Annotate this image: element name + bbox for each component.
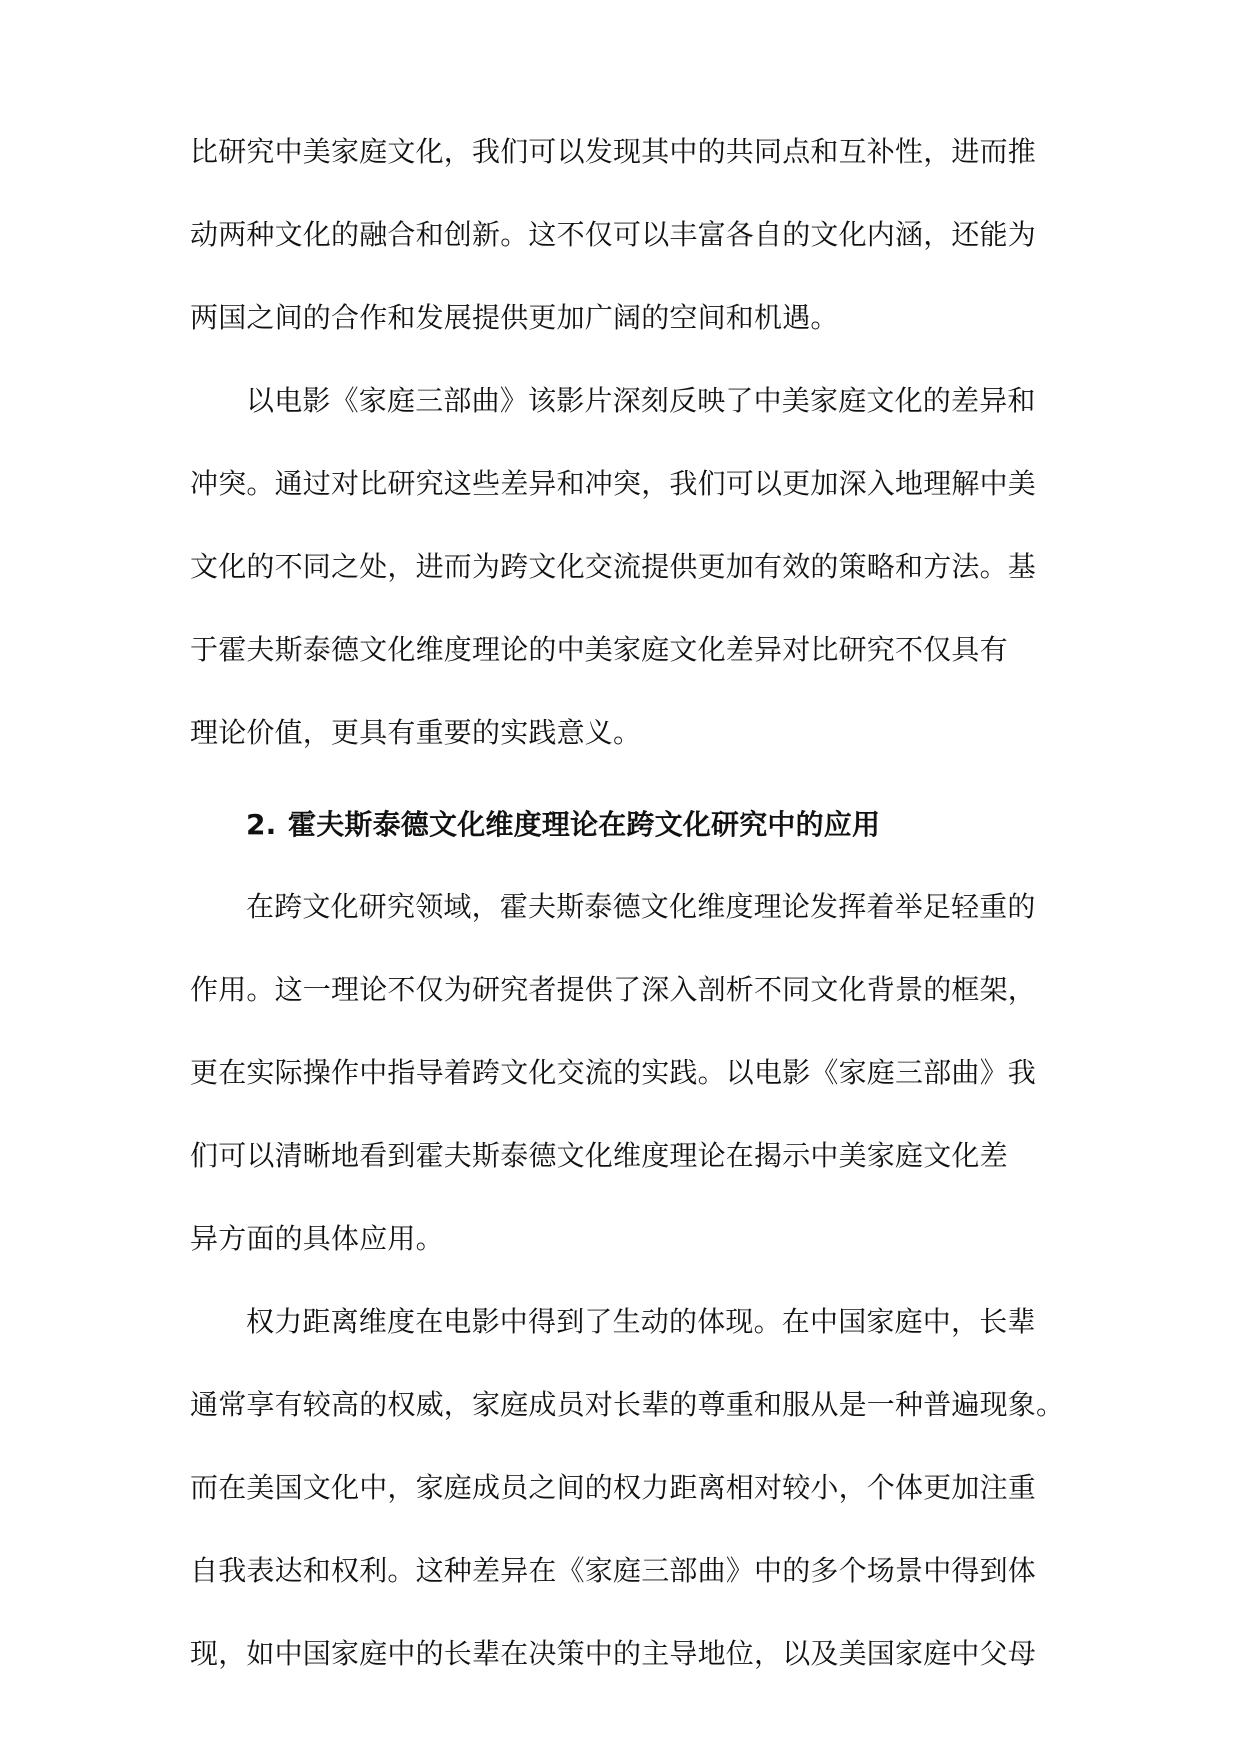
paragraph-4-line-4: 自我表达和权利。这种差异在《家庭三部曲》中的多个场景中得到体 [190, 1554, 1037, 1587]
paragraph-2-line-3: 文化的不同之处，进而为跨文化交流提供更加有效的策略和方法。基 [190, 550, 1037, 583]
section-heading [246, 805, 880, 845]
paragraph-2-line-2: 冲突。通过对比研究这些差异和冲突，我们可以更加深入地理解中美 [190, 467, 1037, 500]
paragraph-4-line-2: 通常享有较高的权威，家庭成员对长辈的尊重和服从是一种普遍现象。 [190, 1388, 1065, 1421]
paragraph-3-line-3: 更在实际操作中指导着跨文化交流的实践。以电影《家庭三部曲》我 [190, 1056, 1037, 1089]
paragraph-3-line-4: 们可以清晰地看到霍夫斯泰德文化维度理论在揭示中美家庭文化差 [190, 1139, 1008, 1172]
section-number: 2. [246, 808, 277, 841]
paragraph-2-line-4: 于霍夫斯泰德文化维度理论的中美家庭文化差异对比研究不仅具有 [190, 633, 1008, 666]
paragraph-4-line-5: 现，如中国家庭中的长辈在决策中的主导地位，以及美国家庭中父母 [190, 1637, 1037, 1670]
section-title: 霍夫斯泰德文化维度理论在跨文化研究中的应用 [288, 808, 881, 841]
paragraph-3-line-2: 作用。这一理论不仅为研究者提供了深入剖析不同文化背景的框架， [190, 973, 1037, 1006]
paragraph-1-line-2: 动两种文化的融合和创新。这不仅可以丰富各自的文化内涵，还能为 [190, 218, 1037, 251]
paragraph-2-line-1: 以电影《家庭三部曲》该影片深刻反映了中美家庭文化的差异和 [246, 384, 1036, 417]
paragraph-4-line-1: 权力距离维度在电影中得到了生动的体现。在中国家庭中，长辈 [246, 1305, 1036, 1338]
paragraph-3-line-5: 异方面的具体应用。 [190, 1222, 444, 1255]
paragraph-1-line-3: 两国之间的合作和发展提供更加广阔的空间和机遇。 [190, 301, 839, 334]
paragraph-2-line-5: 理论价值，更具有重要的实践意义。 [190, 716, 642, 749]
paragraph-3-line-1: 在跨文化研究领域，霍夫斯泰德文化维度理论发挥着举足轻重的 [246, 890, 1036, 923]
paragraph-1-line-1: 比研究中美家庭文化，我们可以发现其中的共同点和互补性，进而推 [190, 135, 1037, 168]
paragraph-4-line-3: 而在美国文化中，家庭成员之间的权力距离相对较小，个体更加注重 [190, 1471, 1037, 1504]
